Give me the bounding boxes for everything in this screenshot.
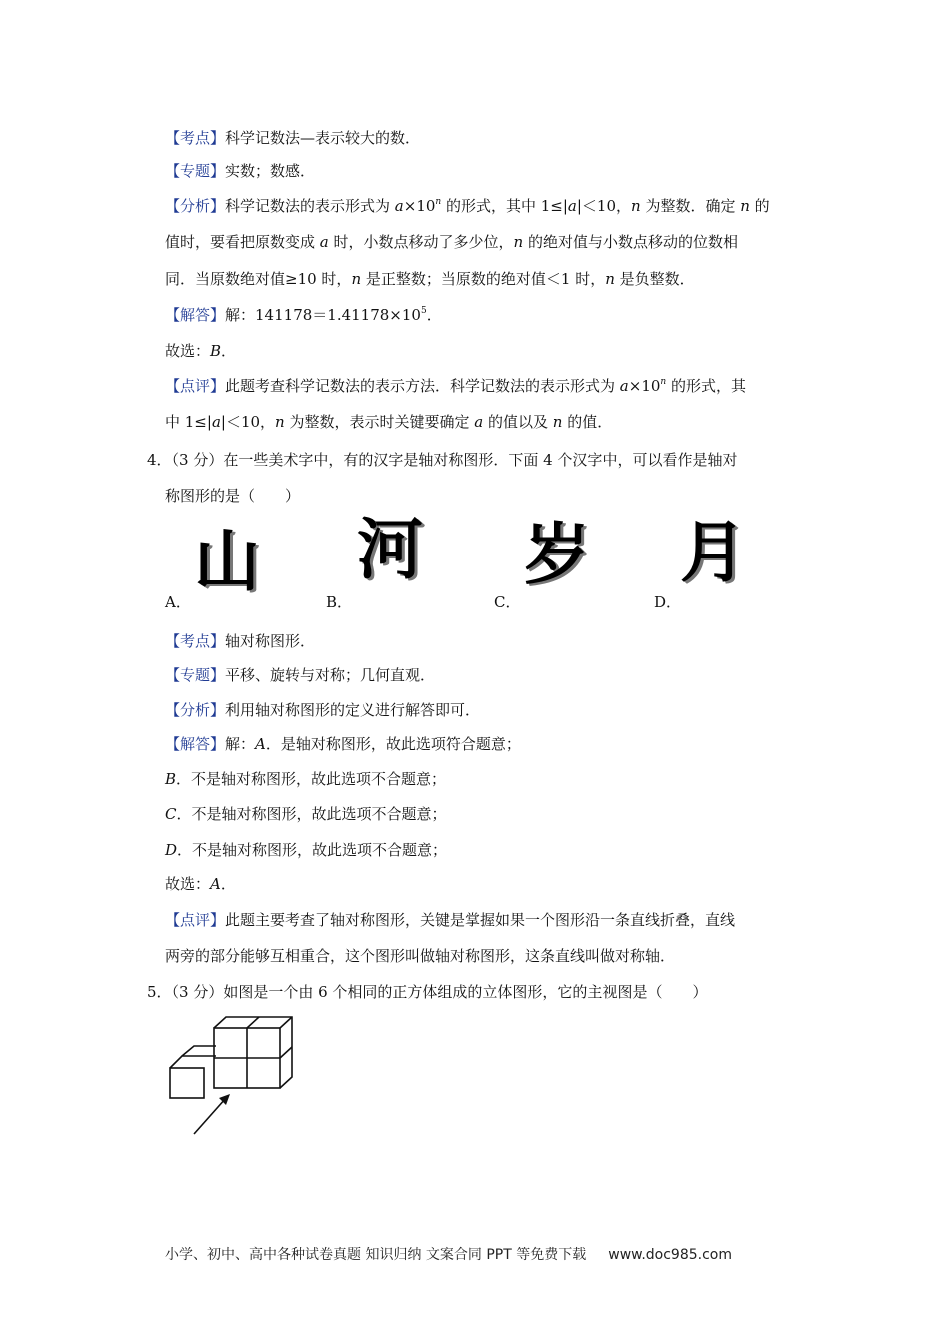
text: 的值． xyxy=(562,413,613,431)
var-a: a xyxy=(211,413,221,431)
q4-stem-line-2: 称图形的是（ ） xyxy=(165,487,301,505)
q3-zhuanti-line xyxy=(165,161,315,181)
option-c-label: C． xyxy=(494,593,521,611)
var-n: n xyxy=(740,197,750,215)
option-d-label: D． xyxy=(654,593,682,611)
text: 解： xyxy=(225,735,256,753)
fenxi-tag: 【分析】 xyxy=(165,197,226,215)
text: ．是轴对称图形，故此选项符合题意； xyxy=(265,735,521,753)
var-n: n xyxy=(605,270,615,288)
option-letter: A xyxy=(255,735,266,753)
jieda-tag: 【解答】 xyxy=(165,306,226,324)
q4-zhuanti-line xyxy=(165,665,435,685)
q4-jieda-d-line xyxy=(165,840,447,860)
var-n: n xyxy=(631,197,641,215)
text: 为整数．确定 xyxy=(640,197,741,215)
q3-fenxi-line-2 xyxy=(165,232,738,252)
text: ×10 xyxy=(403,197,436,215)
q3-fenxi-line-3 xyxy=(165,269,695,289)
var-n: n xyxy=(660,377,667,387)
q4-stem-line-1: 4．（3 分）在一些美术字中，有的汉字是轴对称图形．下面 4 个汉字中，可以看作是轴对 xyxy=(147,451,738,469)
option-c-char: 岁 xyxy=(524,516,590,593)
q3-dianping-line-2 xyxy=(165,412,612,432)
kaodian-tag: 【考点】 xyxy=(165,129,226,147)
q4-jieda-line xyxy=(165,734,521,754)
zhuanti-text: 实数；数感． xyxy=(225,162,316,180)
text: 的绝对值与小数点移动的位数相 xyxy=(523,233,738,251)
dianping-tag: 【点评】 xyxy=(165,377,226,395)
kaodian-tag: 【考点】 xyxy=(165,632,226,650)
q4-dianping-line-1 xyxy=(165,910,735,930)
option-a-label: A． xyxy=(165,593,191,611)
var-n: n xyxy=(351,270,362,288)
text: 此题考查科学记数法的表示方法．科学记数法的表示形式为 xyxy=(225,377,620,395)
exponent: 5 xyxy=(420,306,427,316)
q4-dianping-line-2: 两旁的部分能够互相重合，这个图形叫做轴对称图形，这条直线叫做对称轴． xyxy=(165,947,676,965)
var-a: a xyxy=(319,233,329,251)
cube-solid-figure xyxy=(160,1010,300,1140)
text: |＜10， xyxy=(220,413,276,431)
cube-top-edge xyxy=(170,1056,216,1068)
text: 的形式，其 xyxy=(666,377,746,395)
q3-kaodian-line xyxy=(165,128,420,148)
text: 故选： xyxy=(165,342,211,360)
zhuanti-text: 平移、旋转与对称；几何直观． xyxy=(225,666,436,684)
text: ． xyxy=(220,875,236,893)
dianping-tag: 【点评】 xyxy=(165,911,226,929)
fenxi-tag: 【分析】 xyxy=(165,701,226,719)
option-letter: C xyxy=(165,805,177,823)
var-n: n xyxy=(513,233,524,251)
jieda-tag: 【解答】 xyxy=(165,735,226,753)
var-a: a xyxy=(394,197,404,215)
text: 的形式，其中 1≤| xyxy=(441,197,568,215)
text: ． xyxy=(221,342,237,360)
q4-fenxi-line xyxy=(165,700,480,720)
var-a: a xyxy=(619,377,629,395)
text: |＜10， xyxy=(576,197,632,215)
text: 为整数，表示时关键要确定 xyxy=(284,413,475,431)
text: ． xyxy=(426,306,442,324)
var-n: n xyxy=(552,413,563,431)
zhuanti-tag: 【专题】 xyxy=(165,162,226,180)
text: 值时，要看把原数变成 xyxy=(165,233,320,251)
text: 同．当原数绝对值≥10 时， xyxy=(165,270,352,288)
var-n: n xyxy=(435,197,442,207)
text: 中 1≤| xyxy=(165,413,212,431)
q3-dianping-line-1 xyxy=(165,376,746,396)
q5-stem: 5．（3 分）如图是一个由 6 个相同的正方体组成的立体图形，它的主视图是（ ） xyxy=(147,983,708,1001)
option-b-label: B． xyxy=(326,593,353,611)
zhuanti-tag: 【专题】 xyxy=(165,666,226,684)
option-a-char: 山 xyxy=(194,523,260,600)
text: 科学记数法的表示形式为 xyxy=(225,197,395,215)
top-divider xyxy=(247,1017,259,1028)
text: ×10 xyxy=(628,377,661,395)
page-footer xyxy=(165,1244,732,1264)
view-arrow-shaft xyxy=(194,1098,226,1134)
text: ．不是轴对称图形，故此选项不合题意； xyxy=(177,841,448,859)
side-divider xyxy=(280,1047,292,1058)
var-a: a xyxy=(474,413,484,431)
q3-fenxi-line-1 xyxy=(165,196,770,216)
var-a: a xyxy=(567,197,577,215)
text: 故选： xyxy=(165,875,211,893)
q3-answer-line xyxy=(165,341,236,361)
text: ．不是轴对称图形，故此选项不合题意； xyxy=(176,805,447,823)
text: 是正整数；当原数的绝对值＜1 时， xyxy=(361,270,606,288)
text: 时，小数点移动了多少位， xyxy=(328,233,514,251)
kaodian-text: 科学记数法—表示较大的数． xyxy=(225,129,421,147)
back-cube-edge xyxy=(182,1046,216,1056)
footer-url[interactable]: www.doc985.com xyxy=(608,1247,732,1263)
answer-letter: B xyxy=(210,342,222,360)
text: ．不是轴对称图形，故此选项不合题意； xyxy=(176,770,447,788)
var-n: n xyxy=(275,413,285,431)
answer-letter: A xyxy=(210,875,221,893)
top-corner xyxy=(280,1017,292,1028)
text: 此题主要考查了轴对称图形，关键是掌握如果一个图形沿一条直线折叠，直线 xyxy=(225,911,736,929)
kaodian-text: 轴对称图形． xyxy=(225,632,316,650)
q4-kaodian-line xyxy=(165,631,315,651)
q4-jieda-c-line xyxy=(165,804,447,824)
text: 解：141178＝1.41178×10 xyxy=(225,306,421,324)
fenxi-text: 利用轴对称图形的定义进行解答即可． xyxy=(225,701,481,719)
option-d-char: 月 xyxy=(680,514,746,591)
option-b-char: 河 xyxy=(357,511,423,588)
option-letter: B xyxy=(165,770,177,788)
q4-answer-line xyxy=(165,874,236,894)
q4-jieda-b-line xyxy=(165,769,446,789)
text: 的值以及 xyxy=(483,413,553,431)
q3-jieda-line xyxy=(165,305,442,325)
text: 的 xyxy=(749,197,770,215)
footer-text: 小学、初中、高中各种试卷真题 知识归纳 文案合同 PPT 等免费下载 xyxy=(165,1247,587,1263)
text: 是负整数． xyxy=(614,270,695,288)
option-letter: D xyxy=(165,841,178,859)
cube-front-face xyxy=(170,1068,204,1098)
